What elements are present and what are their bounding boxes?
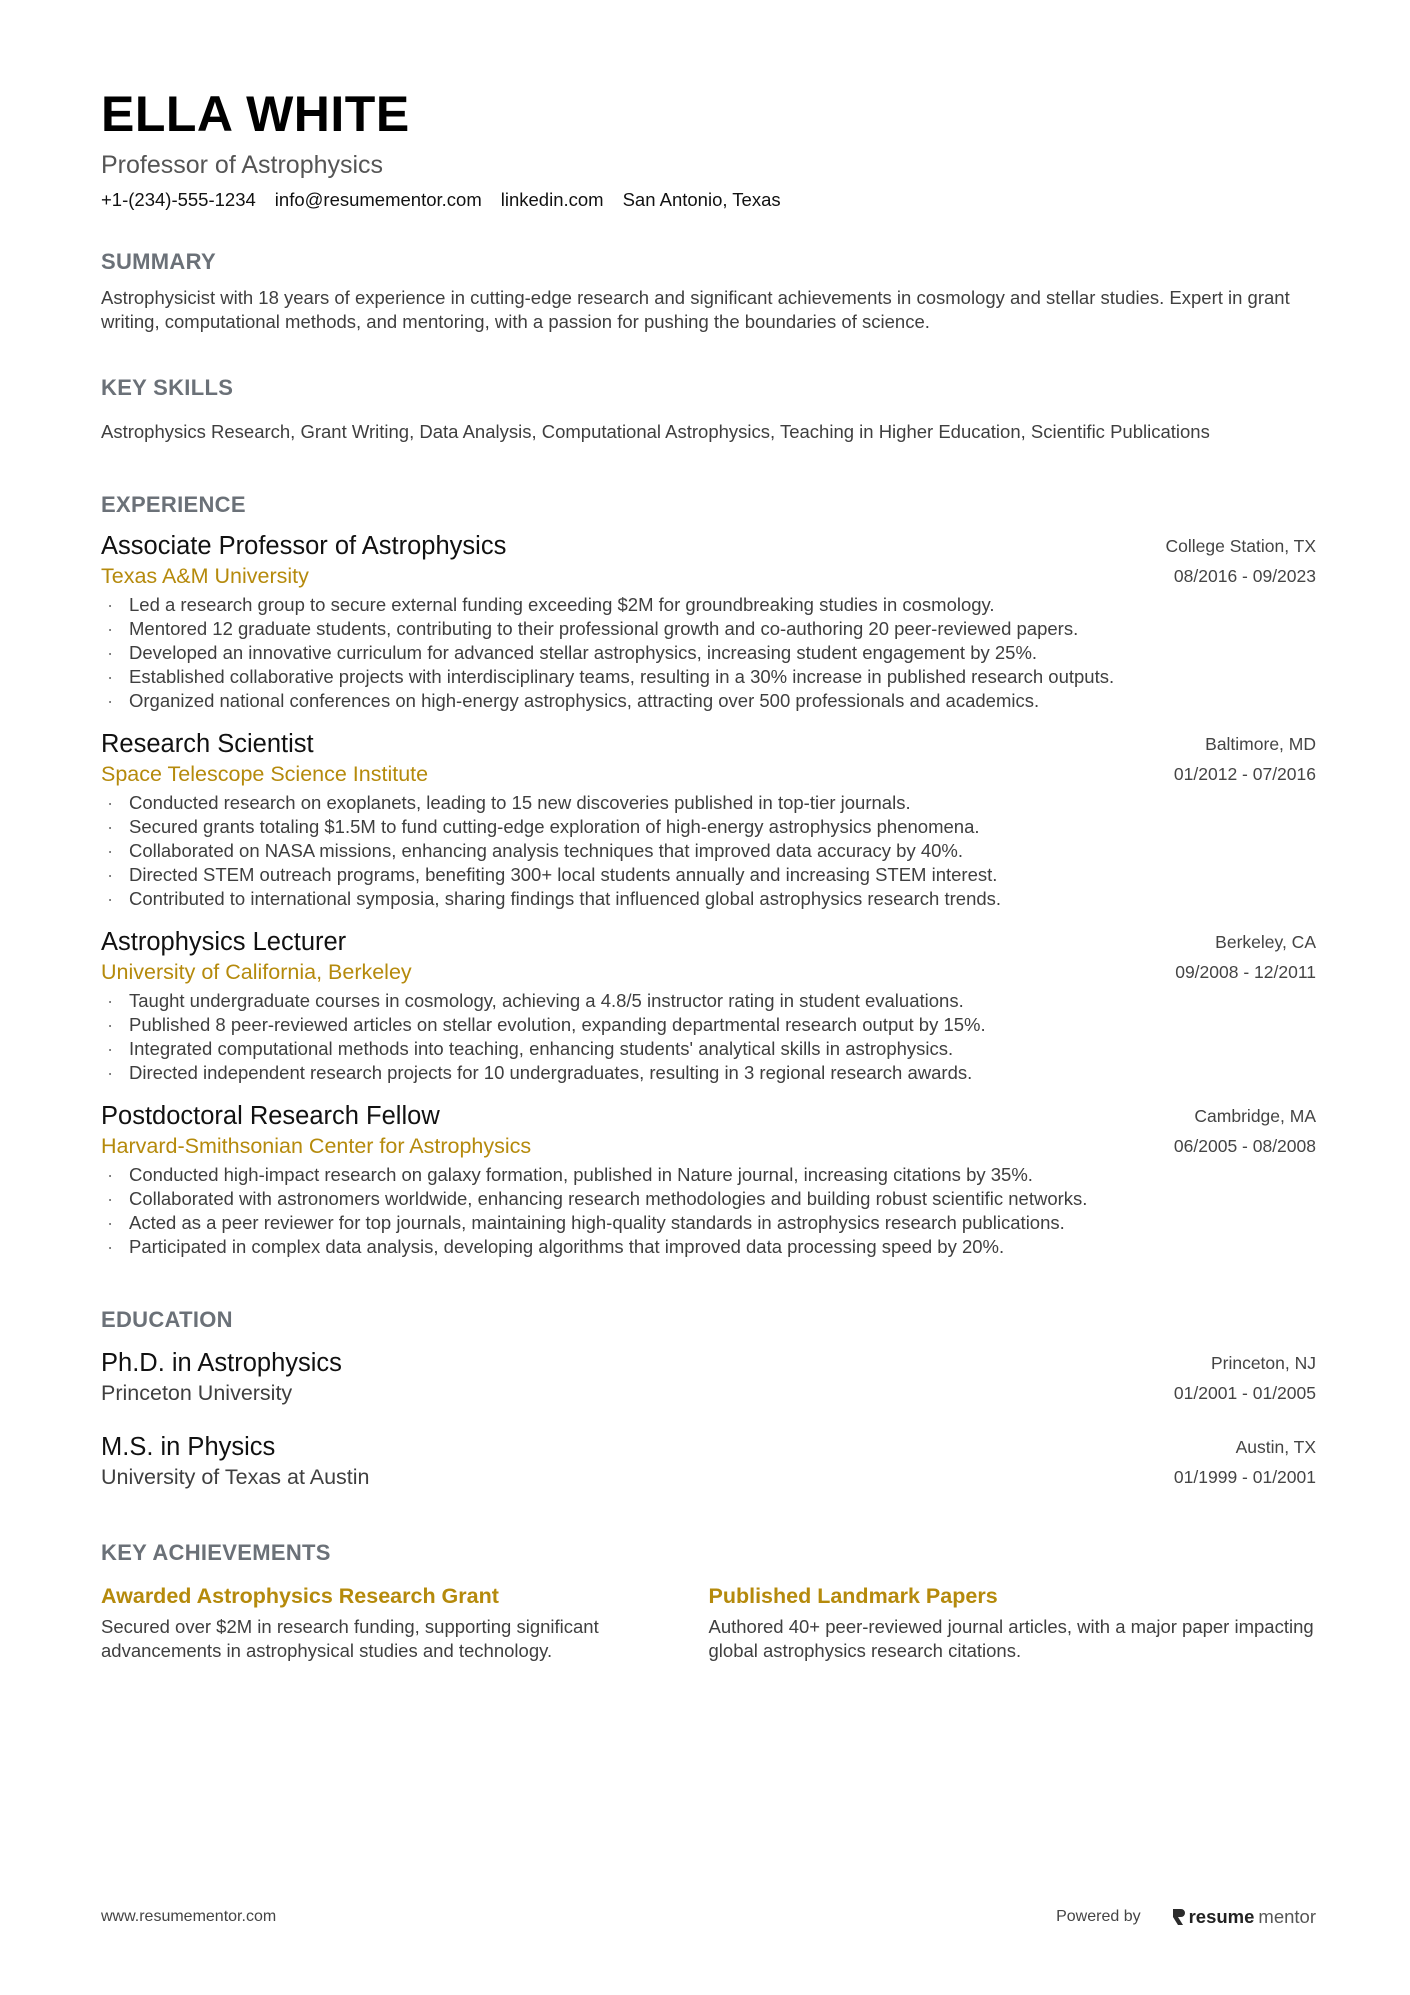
linkedin: linkedin.com	[500, 189, 604, 210]
job-dates: 09/2008 - 12/2011	[1175, 962, 1316, 982]
bullet-item	[101, 665, 1316, 689]
bullet-text: Conducted high-impact research on galaxy formation, published in Nature journal, increasing citations by 35%.	[129, 1164, 1033, 1185]
job-location: Cambridge, MA	[1194, 1106, 1316, 1126]
bullet-item	[101, 815, 1316, 839]
bullet-dot: ·	[107, 1038, 114, 1059]
bullet-item	[101, 1211, 1316, 1235]
bullet-text: Developed an innovative curriculum for advanced stellar astrophysics, increasing student engagement by 25%.	[129, 642, 1038, 663]
footer	[101, 1906, 1316, 1928]
job-organization: Texas A&M University	[101, 564, 309, 588]
bullet-text: Organized national conferences on high-energy astrophysics, attracting over 500 professionals and academics.	[129, 690, 1040, 711]
section-title: KEY SKILLS	[101, 375, 234, 400]
bullet-item	[101, 839, 1316, 863]
bullet-item	[101, 1013, 1316, 1037]
bullet-text: Published 8 peer-reviewed articles on stellar evolution, expanding departmental research output by 15%.	[129, 1014, 986, 1035]
bullet-item	[101, 887, 1316, 911]
job-location: Baltimore, MD	[1205, 734, 1316, 754]
job-meta	[1174, 1101, 1316, 1161]
bullet-text: Collaborated on NASA missions, enhancing analysis techniques that improved data accuracy by 40%.	[129, 840, 963, 861]
summary-section	[101, 248, 1316, 334]
bullet-text: Conducted research on exoplanets, leading to 15 new discoveries published in top-tier journals.	[129, 792, 911, 813]
bullet-text: Acted as a peer reviewer for top journals, maintaining high-quality standards in astrophysics research publications.	[129, 1212, 1065, 1233]
bullet-dot: ·	[107, 1188, 114, 1209]
job-title: Associate Professor of Astrophysics	[101, 532, 507, 560]
phone: +1-(234)-555-1234	[101, 189, 256, 210]
job-entry	[101, 927, 1316, 1085]
bullet-item	[101, 1235, 1316, 1259]
bullet-dot: ·	[107, 792, 114, 813]
degree: M.S. in Physics	[101, 1433, 276, 1461]
job-location: Berkeley, CA	[1215, 932, 1316, 952]
education-location: Princeton, NJ	[1210, 1353, 1316, 1373]
bullet-text: Established collaborative projects with interdisciplinary teams, resulting in a 30% increase in published research outputs.	[129, 666, 1115, 687]
bullet-item	[101, 1187, 1316, 1211]
job-header	[101, 729, 1316, 789]
contact-row	[101, 188, 1316, 212]
bullet-item	[101, 863, 1316, 887]
bullet-dot: ·	[107, 864, 114, 885]
job-left	[101, 729, 428, 789]
bullet-dot: ·	[107, 1212, 114, 1233]
bullet-text: Participated in complex data analysis, developing algorithms that improved data processing speed by 20%.	[129, 1236, 1005, 1257]
job-title: Postdoctoral Research Fellow	[101, 1102, 440, 1130]
bullet-dot: ·	[107, 1014, 114, 1035]
bullet-item	[101, 689, 1316, 713]
education-meta	[1174, 1348, 1316, 1408]
achievement-item	[101, 1581, 709, 1663]
bullet-dot: ·	[107, 690, 114, 711]
brand-light: mentor	[1258, 1906, 1316, 1927]
summary-text: Astrophysicist with 18 years of experience in cutting-edge research and significant achievements in cosmology and stellar studies. Expert in grant writing, computational methods, and mentoring, with a passion for pushing the boundaries of science.	[101, 287, 1290, 332]
bullet-text: Secured grants totaling $1.5M to fund cutting-edge exploration of high-energy astrophysics phenomena.	[129, 816, 980, 837]
job-bullets	[101, 593, 1316, 713]
job-left	[101, 927, 412, 987]
job-location: College Station, TX	[1165, 536, 1316, 556]
bullet-dot: ·	[107, 990, 114, 1011]
section-title: EXPERIENCE	[101, 492, 246, 517]
skills-section	[101, 374, 1316, 444]
job-header	[101, 927, 1316, 987]
job-organization: Harvard-Smithsonian Center for Astrophysics	[101, 1134, 532, 1158]
job-title: Research Scientist	[101, 730, 314, 758]
job-entry	[101, 729, 1316, 911]
job-left	[101, 531, 506, 591]
job-bullets	[101, 1163, 1316, 1259]
skills-text: Astrophysics Research, Grant Writing, Data Analysis, Computational Astrophysics, Teaching in Higher Education, Scientific Publications	[101, 421, 1210, 442]
bullet-item	[101, 989, 1316, 1013]
bullet-text: Collaborated with astronomers worldwide, enhancing research methodologies and building robust scientific networks.	[129, 1188, 1088, 1209]
brand-bold: resume	[1188, 1906, 1255, 1927]
bullet-text: Integrated computational methods into teaching, enhancing students' analytical skills in astrophysics.	[129, 1038, 954, 1059]
experience-section	[101, 491, 1316, 1259]
achievement-text: Authored 40+ peer-reviewed journal articles, with a major paper impacting global astrophysics research citations.	[708, 1616, 1314, 1661]
achievement-title: Published Landmark Papers	[708, 1584, 998, 1608]
bullet-item	[101, 641, 1316, 665]
education-dates: 01/1999 - 01/2001	[1173, 1467, 1316, 1487]
education-section	[101, 1306, 1316, 1492]
job-meta	[1174, 729, 1316, 789]
achievements-section	[101, 1539, 1316, 1663]
bullet-dot: ·	[107, 618, 114, 639]
candidate-name: ELLA WHITE	[101, 86, 410, 142]
bullet-item	[101, 617, 1316, 641]
bullet-dot: ·	[107, 1164, 114, 1185]
job-title: Astrophysics Lecturer	[101, 928, 347, 956]
bullet-dot: ·	[107, 642, 114, 663]
bullet-dot: ·	[107, 888, 114, 909]
job-dates: 08/2016 - 09/2023	[1173, 566, 1316, 586]
school: University of Texas at Austin	[101, 1465, 370, 1489]
job-meta	[1175, 927, 1316, 987]
bullet-dot: ·	[107, 1062, 114, 1083]
powered-by-label: Powered by	[1056, 1908, 1141, 1925]
education-entry	[101, 1432, 1316, 1492]
bullet-item	[101, 791, 1316, 815]
bullet-dot: ·	[107, 840, 114, 861]
bullet-dot: ·	[107, 666, 114, 687]
bullet-dot: ·	[107, 1236, 114, 1257]
education-left	[101, 1348, 342, 1408]
job-entry	[101, 531, 1316, 713]
achievement-title: Awarded Astrophysics Research Grant	[101, 1584, 499, 1608]
section-title: SUMMARY	[101, 249, 216, 274]
bullet-dot: ·	[107, 816, 114, 837]
bullet-text: Directed independent research projects for 10 undergraduates, resulting in 3 regional research awards.	[129, 1062, 973, 1083]
bullet-text: Led a research group to secure external funding exceeding $2M for groundbreaking studies in cosmology.	[129, 594, 995, 615]
education-location: Austin, TX	[1235, 1437, 1316, 1457]
section-title: EDUCATION	[101, 1307, 233, 1332]
email: info@resumementor.com	[274, 189, 482, 210]
job-organization: Space Telescope Science Institute	[101, 762, 429, 786]
education-meta	[1174, 1432, 1316, 1492]
powered-by	[1056, 1906, 1316, 1928]
bullet-item	[101, 1037, 1316, 1061]
job-bullets	[101, 989, 1316, 1085]
candidate-role: Professor of Astrophysics	[101, 151, 384, 179]
school: Princeton University	[101, 1381, 293, 1405]
job-organization: University of California, Berkeley	[101, 960, 412, 984]
bullet-dot: ·	[107, 594, 114, 615]
bullet-text: Directed STEM outreach programs, benefiting 300+ local students annually and increasing STEM interest.	[129, 864, 998, 885]
bullet-text: Contributed to international symposia, sharing findings that influenced global astrophysics research trends.	[129, 888, 1002, 909]
education-entry	[101, 1348, 1316, 1408]
job-header	[101, 531, 1316, 591]
degree: Ph.D. in Astrophysics	[101, 1349, 342, 1377]
achievement-text: Secured over $2M in research funding, supporting significant advancements in astrophysical studies and technology.	[101, 1616, 599, 1661]
footer-website: www.resumementor.com	[101, 1908, 277, 1925]
education-left	[101, 1432, 369, 1492]
job-meta	[1166, 531, 1316, 591]
resume-page	[101, 84, 1316, 1663]
job-left	[101, 1101, 531, 1161]
bullet-item	[101, 1163, 1316, 1187]
resumementor-logo-icon	[1171, 1908, 1185, 1926]
job-dates: 01/2012 - 07/2016	[1173, 764, 1316, 784]
bullet-item	[101, 1061, 1316, 1085]
job-bullets	[101, 791, 1316, 911]
bullet-text: Mentored 12 graduate students, contributing to their professional growth and co-authoring 20 peer-reviewed papers.	[129, 618, 1079, 639]
brand-logo	[1171, 1906, 1316, 1928]
education-dates: 01/2001 - 01/2005	[1173, 1383, 1316, 1403]
section-title: KEY ACHIEVEMENTS	[101, 1540, 331, 1565]
achievements-grid	[101, 1581, 1316, 1663]
bullet-item	[101, 593, 1316, 617]
job-dates: 06/2005 - 08/2008	[1173, 1136, 1316, 1156]
job-entry	[101, 1101, 1316, 1259]
bullet-text: Taught undergraduate courses in cosmology, achieving a 4.8/5 instructor rating in student evaluations.	[129, 990, 964, 1011]
achievement-item	[709, 1581, 1317, 1663]
job-header	[101, 1101, 1316, 1161]
location: San Antonio, Texas	[622, 189, 781, 210]
